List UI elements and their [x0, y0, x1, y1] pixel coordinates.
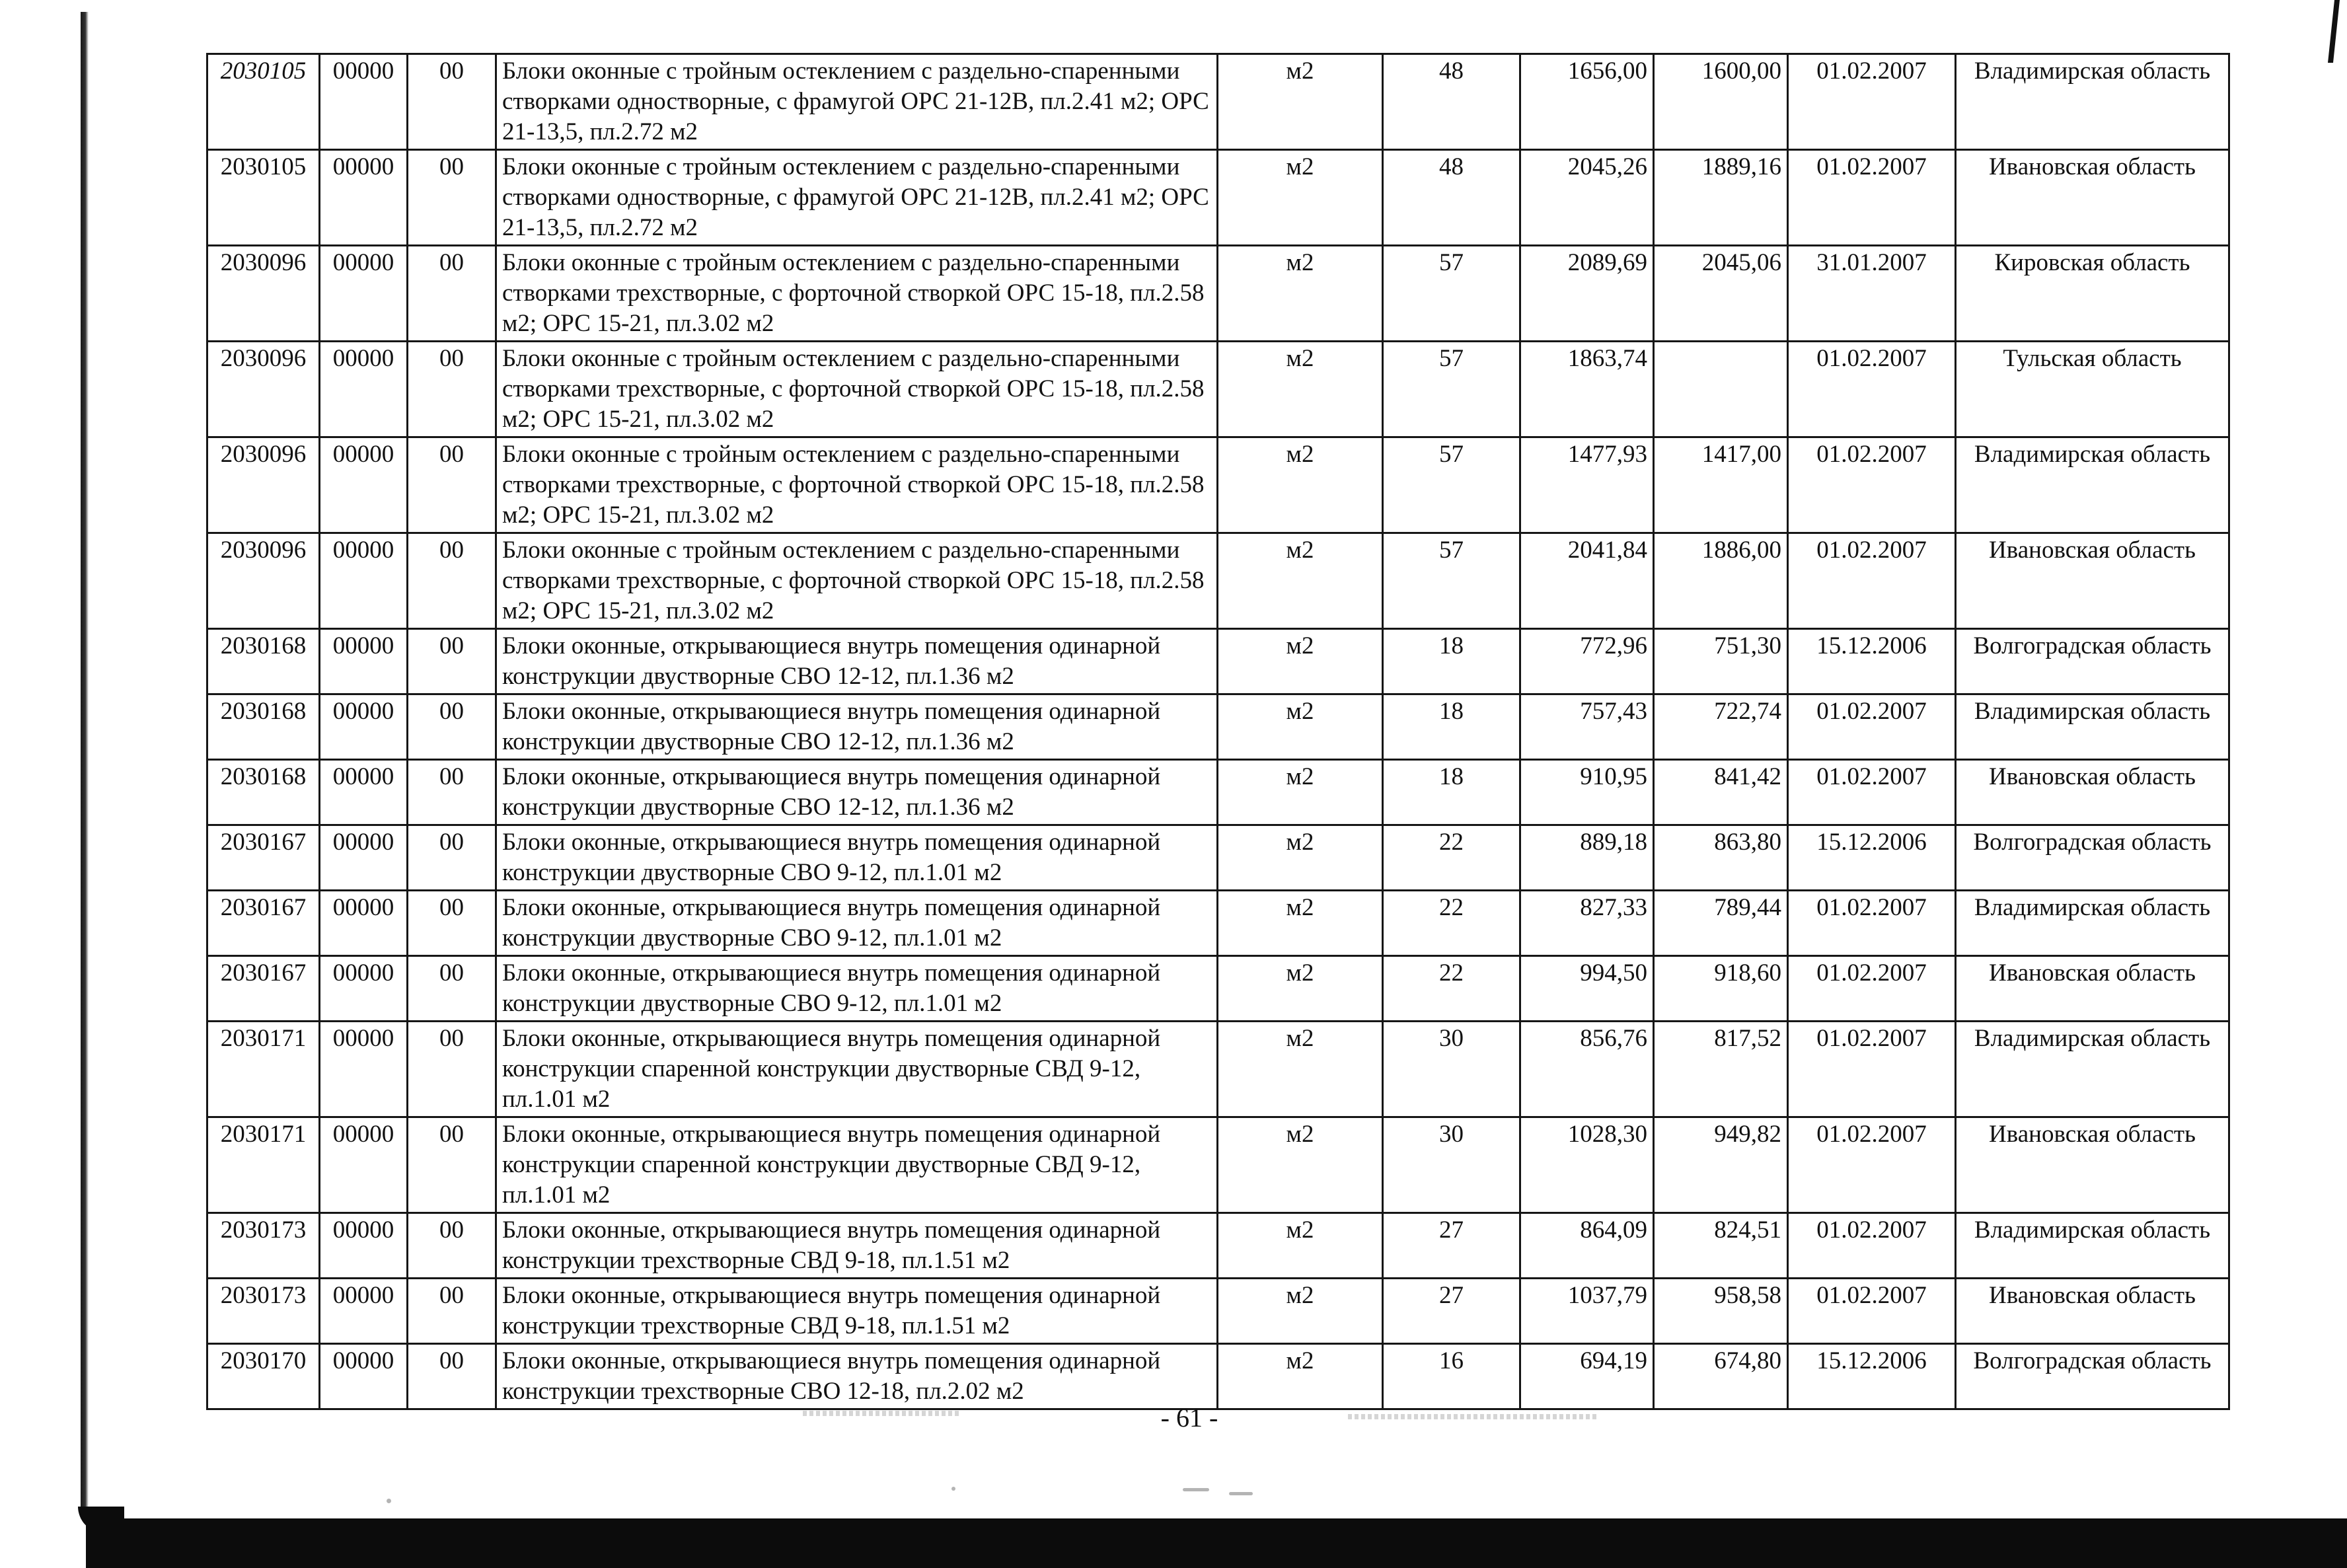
cell-class: 00 [408, 54, 496, 150]
cell-region: Владимирская область [1956, 891, 2229, 956]
cell-date: 01.02.2007 [1788, 760, 1956, 825]
cell-quantity: 22 [1383, 956, 1520, 1022]
cell-price-1: 864,09 [1520, 1213, 1654, 1279]
table-row [207, 694, 2229, 760]
cell-date: 01.02.2007 [1788, 54, 1956, 150]
table-row [207, 825, 2229, 891]
cell-price-2: 817,52 [1654, 1022, 1788, 1117]
cell-quantity: 57 [1383, 342, 1520, 437]
cell-quantity: 48 [1383, 54, 1520, 150]
cell-date: 31.01.2007 [1788, 246, 1956, 342]
cell-subcode: 00000 [320, 629, 408, 694]
cell-description: Блоки оконные, открывающиеся внутрь помещения одинарной конструкции двустворные СВО 9-12, пл.1.01 м2 [496, 891, 1218, 956]
cell-class: 00 [408, 246, 496, 342]
cell-quantity: 22 [1383, 891, 1520, 956]
cell-class: 00 [408, 629, 496, 694]
cell-subcode: 00000 [320, 342, 408, 437]
cell-price-2: 1889,16 [1654, 150, 1788, 246]
cell-date: 01.02.2007 [1788, 1117, 1956, 1213]
cell-subcode: 00000 [320, 1344, 408, 1409]
cell-code: 2030170 [207, 1344, 320, 1409]
cell-subcode: 00000 [320, 1213, 408, 1279]
table-row [207, 1022, 2229, 1117]
cell-code: 2030171 [207, 1117, 320, 1213]
cell-price-1: 1863,74 [1520, 342, 1654, 437]
cell-price-1: 1028,30 [1520, 1117, 1654, 1213]
cell-region: Владимирская область [1956, 1213, 2229, 1279]
cell-subcode: 00000 [320, 533, 408, 629]
cell-class: 00 [408, 1022, 496, 1117]
cell-description: Блоки оконные, открывающиеся внутрь помещения одинарной конструкции двустворные СВО 12-12, пл.1.36 м2 [496, 694, 1218, 760]
cell-quantity: 18 [1383, 629, 1520, 694]
cell-price-1: 757,43 [1520, 694, 1654, 760]
table-row [207, 1279, 2229, 1344]
cell-subcode: 00000 [320, 825, 408, 891]
cell-subcode: 00000 [320, 760, 408, 825]
cell-price-2: 918,60 [1654, 956, 1788, 1022]
cell-description: Блоки оконные, открывающиеся внутрь помещения одинарной конструкции трехстворные СВД 9-18, пл.1.51 м2 [496, 1279, 1218, 1344]
cell-date: 01.02.2007 [1788, 150, 1956, 246]
cell-code: 2030096 [207, 342, 320, 437]
scan-smudge [1348, 1414, 1599, 1419]
cell-description: Блоки оконные с тройным остеклением с раздельно-спаренными створками трехстворные, с форточной створкой ОРС 15-18, пл.2.58 м2; ОРС 15-21, пл.3.02 м2 [496, 533, 1218, 629]
cell-quantity: 27 [1383, 1213, 1520, 1279]
cell-region: Владимирская область [1956, 1022, 2229, 1117]
scan-speck [1229, 1492, 1253, 1495]
cell-date: 01.02.2007 [1788, 891, 1956, 956]
cell-class: 00 [408, 760, 496, 825]
cell-date: 01.02.2007 [1788, 533, 1956, 629]
cell-region: Владимирская область [1956, 694, 2229, 760]
cell-date: 01.02.2007 [1788, 694, 1956, 760]
cell-quantity: 57 [1383, 533, 1520, 629]
scan-speck [387, 1499, 391, 1503]
cell-date: 01.02.2007 [1788, 1213, 1956, 1279]
cell-price-2: 958,58 [1654, 1279, 1788, 1344]
cell-description: Блоки оконные, открывающиеся внутрь помещения одинарной конструкции трехстворные СВД 9-18, пл.1.51 м2 [496, 1213, 1218, 1279]
cell-date: 15.12.2006 [1788, 825, 1956, 891]
scan-edge-bottom [86, 1518, 2347, 1568]
cell-subcode: 00000 [320, 246, 408, 342]
cell-description: Блоки оконные с тройным остеклением с раздельно-спаренными створками трехстворные, с форточной створкой ОРС 15-18, пл.2.58 м2; ОРС 15-21, пл.3.02 м2 [496, 342, 1218, 437]
cell-code: 2030105 [207, 54, 320, 150]
cell-unit: м2 [1218, 629, 1383, 694]
cell-code: 2030167 [207, 891, 320, 956]
cell-description: Блоки оконные с тройным остеклением с раздельно-спаренными створками трехстворные, с форточной створкой ОРС 15-18, пл.2.58 м2; ОРС 15-21, пл.3.02 м2 [496, 246, 1218, 342]
cell-unit: м2 [1218, 1213, 1383, 1279]
cell-description: Блоки оконные, открывающиеся внутрь помещения одинарной конструкции трехстворные СВО 12-18, пл.2.02 м2 [496, 1344, 1218, 1409]
table-row [207, 760, 2229, 825]
cell-quantity: 30 [1383, 1022, 1520, 1117]
cell-price-1: 694,19 [1520, 1344, 1654, 1409]
cell-class: 00 [408, 1344, 496, 1409]
cell-class: 00 [408, 533, 496, 629]
cell-code: 2030105 [207, 150, 320, 246]
cell-date: 01.02.2007 [1788, 437, 1956, 533]
cell-quantity: 18 [1383, 694, 1520, 760]
cell-price-2 [1654, 342, 1788, 437]
cell-class: 00 [408, 956, 496, 1022]
cell-price-2: 863,80 [1654, 825, 1788, 891]
cell-region: Ивановская область [1956, 1117, 2229, 1213]
cell-date: 01.02.2007 [1788, 1022, 1956, 1117]
cell-description: Блоки оконные с тройным остеклением с раздельно-спаренными створками трехстворные, с форточной створкой ОРС 15-18, пл.2.58 м2; ОРС 15-21, пл.3.02 м2 [496, 437, 1218, 533]
cell-price-1: 1477,93 [1520, 437, 1654, 533]
cell-description: Блоки оконные, открывающиеся внутрь помещения одинарной конструкции двустворные СВО 9-12, пл.1.01 м2 [496, 956, 1218, 1022]
cell-price-2: 824,51 [1654, 1213, 1788, 1279]
cell-date: 15.12.2006 [1788, 629, 1956, 694]
table-row [207, 246, 2229, 342]
cell-price-1: 2041,84 [1520, 533, 1654, 629]
cell-quantity: 57 [1383, 437, 1520, 533]
cell-unit: м2 [1218, 150, 1383, 246]
scan-speck [1183, 1488, 1209, 1491]
cell-class: 00 [408, 437, 496, 533]
cell-code: 2030096 [207, 437, 320, 533]
table-row [207, 1344, 2229, 1409]
cell-quantity: 30 [1383, 1117, 1520, 1213]
cell-region: Волгоградская область [1956, 825, 2229, 891]
cell-description: Блоки оконные, открывающиеся внутрь помещения одинарной конструкции двустворные СВО 12-12, пл.1.36 м2 [496, 629, 1218, 694]
table-row [207, 891, 2229, 956]
cell-price-1: 2045,26 [1520, 150, 1654, 246]
cell-unit: м2 [1218, 760, 1383, 825]
cell-region: Волгоградская область [1956, 629, 2229, 694]
cell-class: 00 [408, 891, 496, 956]
cell-description: Блоки оконные, открывающиеся внутрь помещения одинарной конструкции спаренной конструкции двустворные СВД 9-12, пл.1.01 м2 [496, 1022, 1218, 1117]
cell-date: 01.02.2007 [1788, 342, 1956, 437]
cell-unit: м2 [1218, 246, 1383, 342]
cell-price-1: 827,33 [1520, 891, 1654, 956]
cell-class: 00 [408, 1213, 496, 1279]
cell-price-1: 772,96 [1520, 629, 1654, 694]
cell-unit: м2 [1218, 342, 1383, 437]
cell-subcode: 00000 [320, 891, 408, 956]
cell-class: 00 [408, 150, 496, 246]
cell-subcode: 00000 [320, 150, 408, 246]
cell-date: 15.12.2006 [1788, 1344, 1956, 1409]
cell-subcode: 00000 [320, 1022, 408, 1117]
cell-price-1: 856,76 [1520, 1022, 1654, 1117]
cell-price-1: 910,95 [1520, 760, 1654, 825]
cell-price-1: 994,50 [1520, 956, 1654, 1022]
cell-region: Ивановская область [1956, 150, 2229, 246]
scan-smudge [803, 1411, 961, 1416]
cell-code: 2030168 [207, 629, 320, 694]
cell-subcode: 00000 [320, 1279, 408, 1344]
cell-code: 2030096 [207, 246, 320, 342]
cell-price-2: 841,42 [1654, 760, 1788, 825]
cell-price-1: 2089,69 [1520, 246, 1654, 342]
cell-code: 2030168 [207, 694, 320, 760]
cell-subcode: 00000 [320, 1117, 408, 1213]
cell-price-2: 789,44 [1654, 891, 1788, 956]
cell-subcode: 00000 [320, 437, 408, 533]
cell-price-1: 889,18 [1520, 825, 1654, 891]
cell-code: 2030173 [207, 1279, 320, 1344]
cell-quantity: 48 [1383, 150, 1520, 246]
table-body [207, 54, 2229, 1409]
scan-edge-left [81, 12, 89, 1518]
cell-class: 00 [408, 342, 496, 437]
cell-code: 2030167 [207, 956, 320, 1022]
cell-price-2: 722,74 [1654, 694, 1788, 760]
cell-price-2: 751,30 [1654, 629, 1788, 694]
cell-price-2: 2045,06 [1654, 246, 1788, 342]
cell-description: Блоки оконные, открывающиеся внутрь помещения одинарной конструкции двустворные СВО 9-12, пл.1.01 м2 [496, 825, 1218, 891]
table-row [207, 437, 2229, 533]
cell-price-2: 1886,00 [1654, 533, 1788, 629]
cell-class: 00 [408, 694, 496, 760]
cell-description: Блоки оконные с тройным остеклением с раздельно-спаренными створками одностворные, с фрамугой ОРС 21-12В, пл.2.41 м2; ОРС 21-13,5, пл.2.72 м2 [496, 150, 1218, 246]
cell-region: Владимирская область [1956, 437, 2229, 533]
cell-subcode: 00000 [320, 694, 408, 760]
cell-region: Ивановская область [1956, 956, 2229, 1022]
cell-price-1: 1037,79 [1520, 1279, 1654, 1344]
cell-unit: м2 [1218, 54, 1383, 150]
cell-region: Ивановская область [1956, 1279, 2229, 1344]
cell-unit: м2 [1218, 956, 1383, 1022]
scan-edge-right [2328, 0, 2340, 63]
cell-region: Кировская область [1956, 246, 2229, 342]
cell-price-2: 1417,00 [1654, 437, 1788, 533]
cell-date: 01.02.2007 [1788, 956, 1956, 1022]
cell-region: Волгоградская область [1956, 1344, 2229, 1409]
table-row [207, 1213, 2229, 1279]
cell-class: 00 [408, 1279, 496, 1344]
cell-unit: м2 [1218, 1022, 1383, 1117]
cell-subcode: 00000 [320, 54, 408, 150]
table-row [207, 54, 2229, 150]
cell-unit: м2 [1218, 1344, 1383, 1409]
table-row [207, 956, 2229, 1022]
cell-code: 2030173 [207, 1213, 320, 1279]
cell-region: Ивановская область [1956, 760, 2229, 825]
cell-unit: м2 [1218, 825, 1383, 891]
cell-class: 00 [408, 825, 496, 891]
cell-region: Ивановская область [1956, 533, 2229, 629]
table-row [207, 342, 2229, 437]
cell-price-2: 949,82 [1654, 1117, 1788, 1213]
cell-description: Блоки оконные, открывающиеся внутрь помещения одинарной конструкции спаренной конструкции двустворные СВД 9-12, пл.1.01 м2 [496, 1117, 1218, 1213]
cell-code: 2030096 [207, 533, 320, 629]
cell-unit: м2 [1218, 1117, 1383, 1213]
cell-region: Владимирская область [1956, 54, 2229, 150]
cell-price-2: 674,80 [1654, 1344, 1788, 1409]
cell-quantity: 16 [1383, 1344, 1520, 1409]
cell-quantity: 22 [1383, 825, 1520, 891]
price-table [206, 53, 2230, 1410]
table-row [207, 150, 2229, 246]
cell-unit: м2 [1218, 437, 1383, 533]
scan-speck [951, 1487, 955, 1491]
cell-unit: м2 [1218, 533, 1383, 629]
cell-unit: м2 [1218, 891, 1383, 956]
cell-code: 2030168 [207, 760, 320, 825]
table-row [207, 1117, 2229, 1213]
cell-class: 00 [408, 1117, 496, 1213]
cell-price-1: 1656,00 [1520, 54, 1654, 150]
table-row [207, 629, 2229, 694]
cell-unit: м2 [1218, 694, 1383, 760]
cell-quantity: 27 [1383, 1279, 1520, 1344]
cell-code: 2030171 [207, 1022, 320, 1117]
cell-code: 2030167 [207, 825, 320, 891]
cell-description: Блоки оконные с тройным остеклением с раздельно-спаренными створками одностворные, с фрамугой ОРС 21-12В, пл.2.41 м2; ОРС 21-13,5, пл.2.72 м2 [496, 54, 1218, 150]
table-row [207, 533, 2229, 629]
cell-description: Блоки оконные, открывающиеся внутрь помещения одинарной конструкции двустворные СВО 12-12, пл.1.36 м2 [496, 760, 1218, 825]
page-number: - 61 - [1160, 1403, 1218, 1433]
cell-unit: м2 [1218, 1279, 1383, 1344]
cell-price-2: 1600,00 [1654, 54, 1788, 150]
cell-quantity: 18 [1383, 760, 1520, 825]
cell-date: 01.02.2007 [1788, 1279, 1956, 1344]
cell-subcode: 00000 [320, 956, 408, 1022]
cell-quantity: 57 [1383, 246, 1520, 342]
cell-region: Тульская область [1956, 342, 2229, 437]
